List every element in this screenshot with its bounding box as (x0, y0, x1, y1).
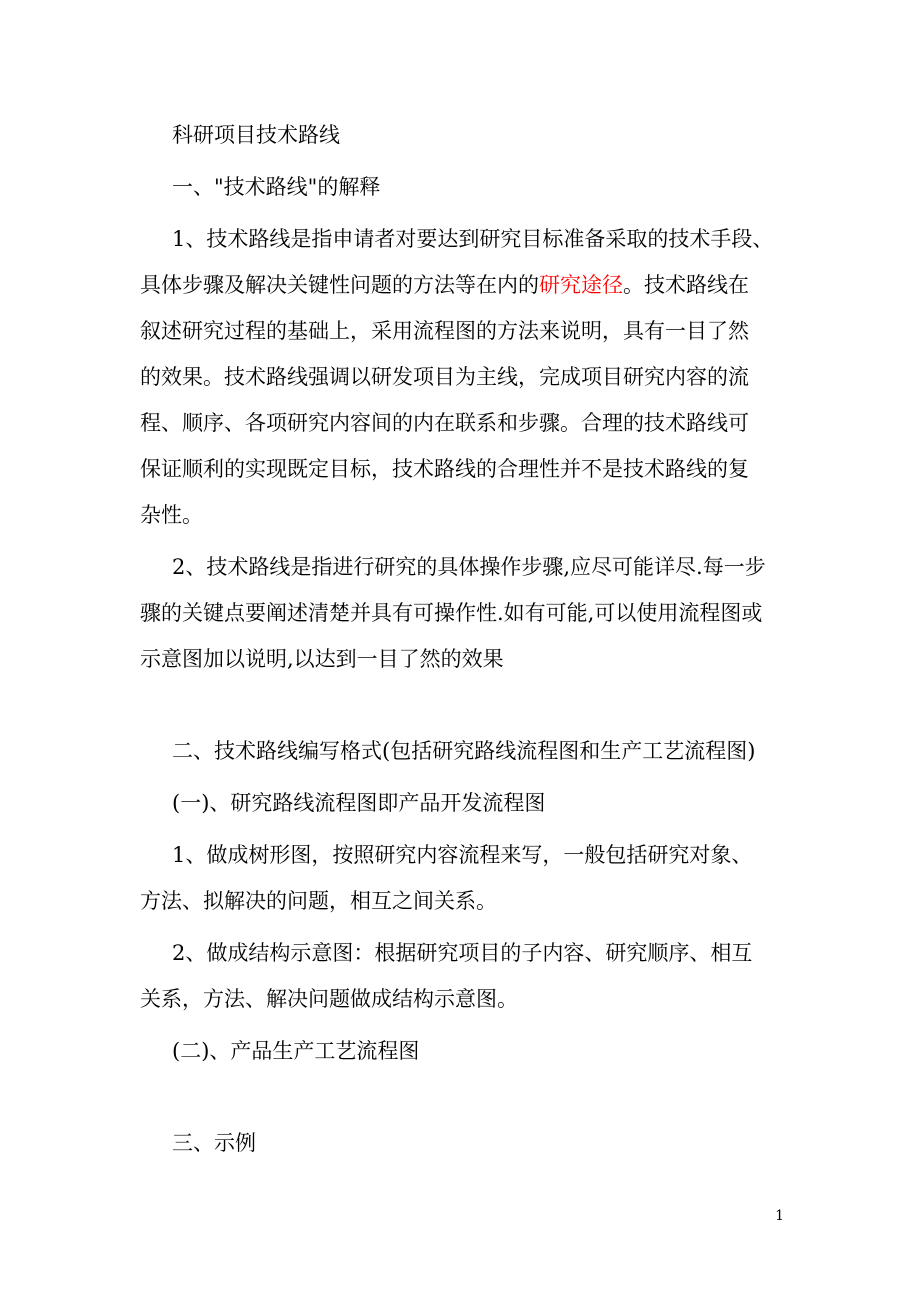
paragraph-line: 1、做成树形图，按照研究内容流程来写，一般包括研究对象、 (172, 843, 753, 867)
list-item-2 (140, 930, 790, 1022)
paragraph-line: 方法、拟解决的问题，相互之间关系。 (140, 889, 497, 913)
subsection-heading-2: (二)、产品生产工艺流程图 (172, 1039, 420, 1063)
paragraph-line: 1、技术路线是指申请者对要达到研究目标准备采取的技术手段、 (172, 227, 774, 251)
section-heading-2: 二、技术路线编写格式(包括研究路线流程图和生产工艺流程图) (172, 739, 756, 763)
subsection-heading-1: (一)、研究路线流程图即产品开发流程图 (172, 791, 546, 815)
paragraph-2 (140, 544, 790, 682)
paragraph-line: 的效果。技术路线强调以研发项目为主线，完成项目研究内容的流 (140, 365, 749, 389)
paragraph-line: 关系，方法、解决问题做成结构示意图。 (140, 987, 518, 1011)
paragraph-line: 叙述研究过程的基础上，采用流程图的方法来说明，具有一目了然 (140, 319, 749, 343)
document-body (140, 112, 790, 1166)
paragraph-line: 杂性。 (140, 503, 203, 527)
paragraph-1 (140, 216, 790, 538)
paragraph-line: 程、顺序、各项研究内容间的内在联系和步骤。合理的技术路线可 (140, 411, 749, 435)
paragraph-text: 。技术路线在 (623, 273, 749, 297)
paragraph-text: 具体步骤及解决关键性问题的方法等在内的 (140, 273, 539, 297)
list-item-1 (140, 832, 790, 924)
paragraph-line: 2、做成结构示意图：根据研究项目的子内容、研究顺序、相互 (172, 941, 753, 965)
paragraph-line: 示意图加以说明,以达到一目了然的效果 (140, 647, 504, 671)
paragraph-line: 2、技术路线是指进行研究的具体操作步骤,应尽可能详尽.每一步 (172, 555, 766, 579)
paragraph-line (140, 262, 790, 308)
section-heading-1: 一、"技术路线"的解释 (172, 175, 381, 199)
paragraph-line: 骤的关键点要阐述清楚并具有可操作性.如有可能,可以使用流程图或 (140, 601, 763, 625)
page-number: 1 (775, 1208, 784, 1224)
section-heading-3: 三、示例 (172, 1131, 256, 1155)
document-title: 科研项目技术路线 (172, 123, 340, 147)
paragraph-line: 保证顺利的实现既定目标，技术路线的合理性并不是技术路线的复 (140, 457, 749, 481)
highlighted-term: 研究途径 (539, 273, 623, 297)
